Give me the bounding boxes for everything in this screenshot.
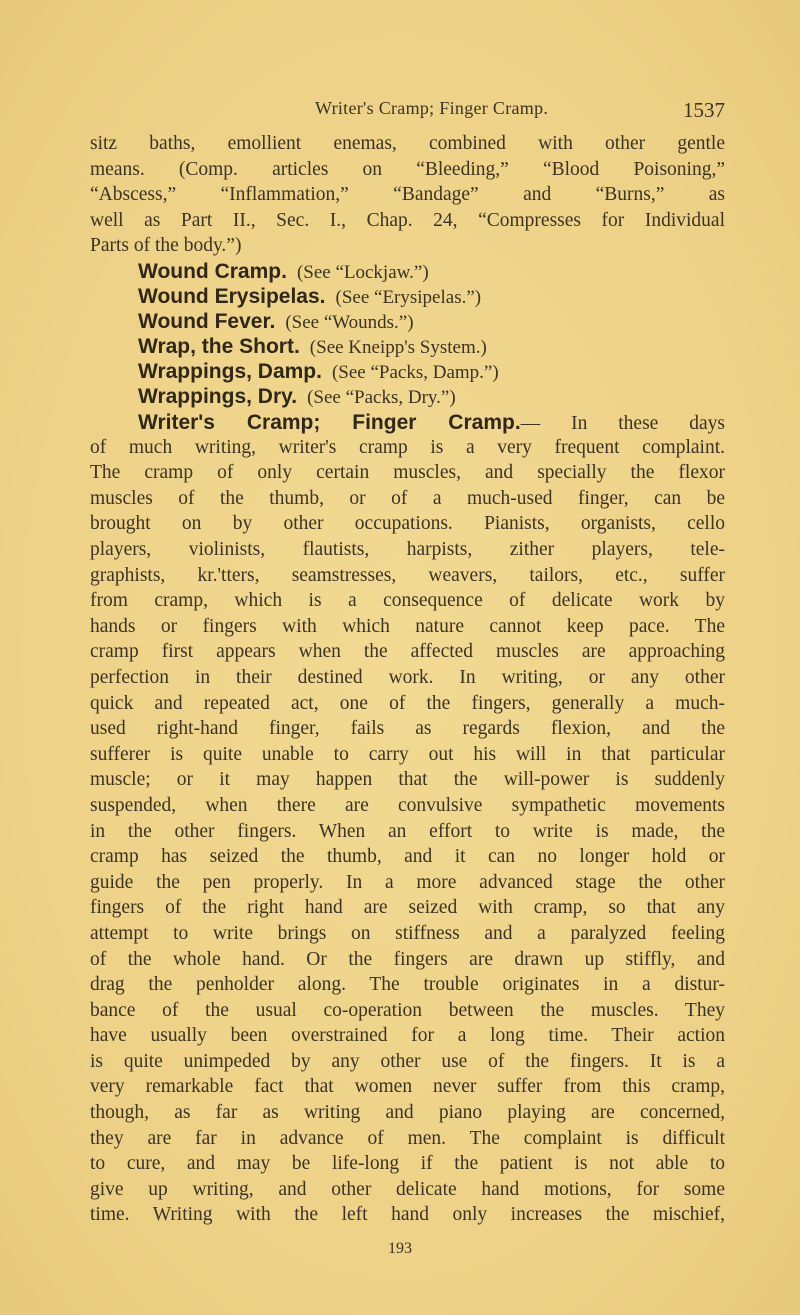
text-line: hands or fingers with which nature cannot keep pace. The [90, 615, 725, 637]
entry-cross-reference: (See “Lockjaw.”) [296, 261, 429, 283]
entry-headword: Wrappings, Damp. [138, 360, 322, 384]
running-head [90, 98, 725, 126]
page-number: 1537 [683, 98, 725, 122]
text-line: give up writing, and other delicate hand motions, for some [90, 1178, 725, 1200]
text-line: cramp has seized the thumb, and it can no longer hold or [90, 846, 725, 868]
entry-cross-reference: (See “Packs, Damp.”) [331, 362, 499, 384]
entry-headword: Wound Cramp. [138, 259, 287, 283]
entry-list [90, 259, 725, 410]
text-line: players, violinists, flautists, harpists, zither players, tele- [90, 539, 725, 560]
entry-cross-reference: (See “Packs, Dry.”) [307, 387, 456, 409]
text-line: guide the pen properly. In a more advanced stage the other [90, 871, 725, 893]
text-line: muscles of the thumb, or of a much-used finger, can be [90, 487, 725, 509]
text-line: Parts of the body.”) [90, 235, 242, 257]
text-line: in the other fingers. When an effort to write is made, the [90, 820, 725, 842]
entry-headword: Writer's Cramp; Finger Cramp. [138, 410, 521, 434]
main-entry-text [90, 435, 725, 1228]
entry-cross-reference: (See Kneipp's System.) [309, 337, 487, 359]
dictionary-entry [90, 359, 725, 384]
signature-mark: 193 [388, 1240, 412, 1257]
text-line: used right-hand finger, fails as regards flexion, and the [90, 718, 725, 740]
text-line: have usually been overstrained for a long time. Their action [90, 1025, 725, 1047]
dictionary-entry [90, 259, 725, 284]
text-line: fingers of the right hand are seized with cramp, so that any [90, 897, 725, 919]
text-line: of much writing, writer's cramp is a very frequent complaint. [90, 436, 725, 458]
text-line: perfection in their destined work. In writing, or any other [90, 666, 725, 688]
text-line: of the whole hand. Or the fingers are drawn up stiffly, and [90, 948, 725, 970]
text-line: sufferer is quite unable to carry out his will in that particular [90, 743, 725, 765]
main-entry-heading [90, 410, 725, 435]
text-line: cramp first appears when the affected muscles are approaching [90, 641, 725, 663]
entry-cross-reference: (See “Wounds.”) [285, 312, 414, 334]
text-line: well as Part II., Sec. I., Chap. 24, “Compresses for Individual [90, 209, 725, 231]
page-body [90, 131, 725, 1228]
text-line: time. Writing with the left hand only increases the mischief, [90, 1204, 725, 1226]
intro-paragraph [90, 131, 725, 259]
text-line: is quite unimpeded by any other use of the fingers. It is a [90, 1050, 725, 1072]
text-line: means. (Comp. articles on “Bleeding,” “Blood Poisoning,” [90, 158, 725, 180]
text-line: “Abscess,” “Inflammation,” “Bandage” and “Burns,” as [90, 184, 725, 206]
entry-headword: Wound Fever. [138, 310, 276, 334]
text-line: quick and repeated act, one of the fingers, generally a much- [90, 692, 725, 714]
text-line: attempt to write brings on stiffness and a paralyzed feeling [90, 922, 725, 944]
text-line: The cramp of only certain muscles, and specially the flexor [90, 462, 725, 484]
text-line: suspended, when there are convulsive sympathetic movements [90, 794, 725, 816]
text-line: brought on by other occupations. Pianists, organists, cello [90, 513, 725, 535]
entry-cross-reference: (See “Erysipelas.”) [335, 287, 482, 309]
text-line: bance of the usual co-operation between the muscles. They [90, 999, 725, 1021]
text-line: they are far in advance of men. The complaint is difficult [90, 1127, 725, 1149]
text-line: sitz baths, emollient enemas, combined with other gentle [90, 133, 725, 154]
dictionary-entry [90, 334, 725, 359]
dictionary-entry [90, 284, 725, 309]
text-line: very remarkable fact that women never suffer from this cramp, [90, 1076, 725, 1098]
text-line: graphists, kr.'tters, seamstresses, weavers, tailors, etc., suffer [90, 564, 725, 586]
dictionary-entry [90, 309, 725, 334]
text-line: to cure, and may be life-long if the patient is not able to [90, 1153, 725, 1175]
text-line: drag the penholder along. The trouble originates in a distur- [90, 974, 725, 996]
entry-headword: Wound Erysipelas. [138, 285, 326, 309]
dictionary-entry [90, 384, 725, 409]
entry-headword: Wrap, the Short. [138, 335, 300, 359]
text-line: from cramp, which is a consequence of delicate work by [90, 590, 725, 612]
entry-headword: Wrappings, Dry. [138, 385, 298, 409]
entry-lead-text: — In these days [520, 412, 725, 434]
text-line: though, as far as writing and piano playing are concerned, [90, 1102, 725, 1124]
running-head-title: Writer's Cramp; Finger Cramp. [315, 98, 549, 118]
text-line: muscle; or it may happen that the will-power is suddenly [90, 769, 725, 791]
